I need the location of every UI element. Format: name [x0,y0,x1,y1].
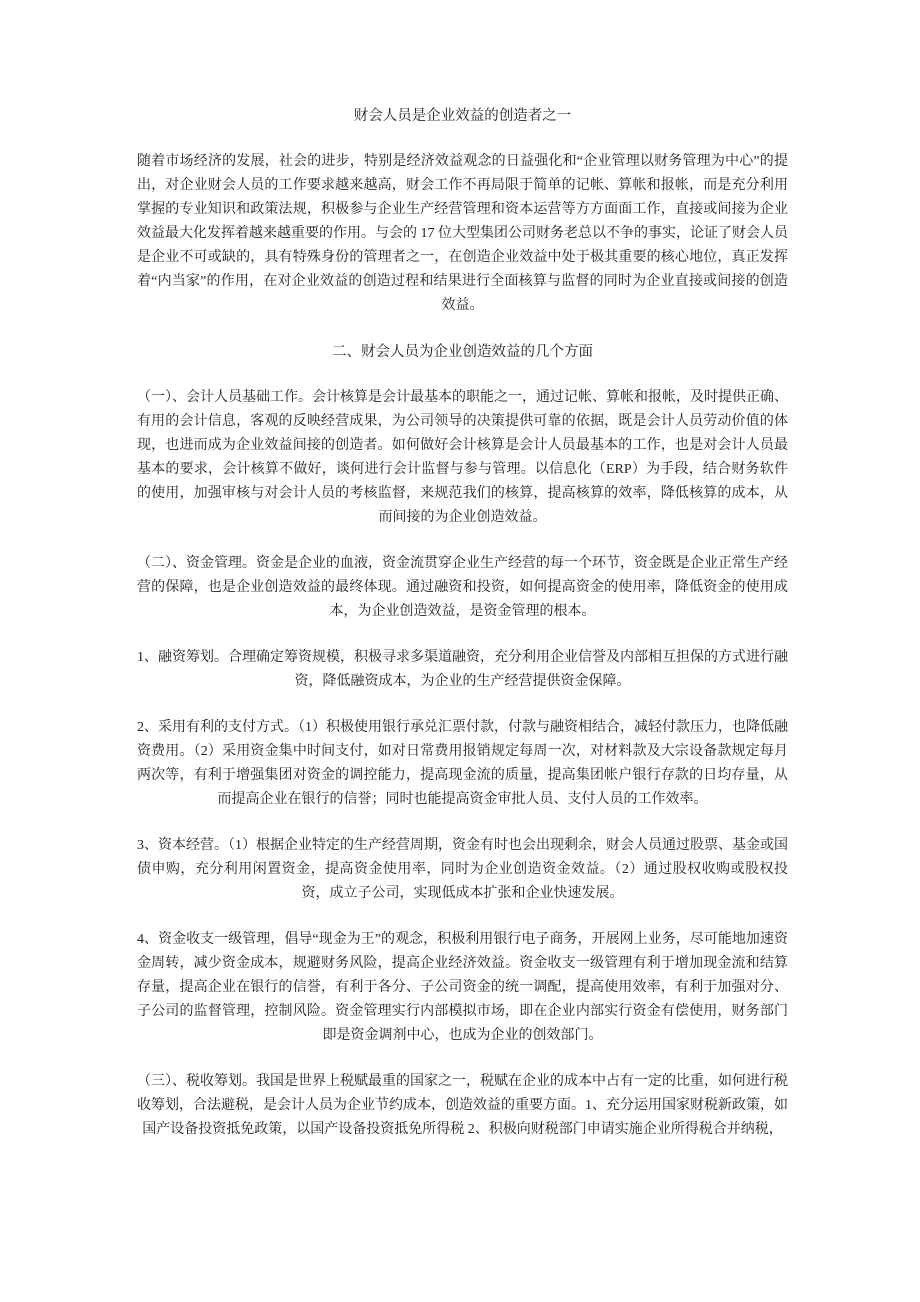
paragraph-list [137,150,788,1142]
paragraph: 4、资金收支一级管理，倡导“现金为王”的观念，积极利用银行电子商务，开展网上业务，尽可能地加速资金周转，减少资金成本，规避财务风险，提高企业经济效益。资金收支一级管理有利于增加现金流和结算存量，提高企业在银行的信誉，有利于各分、子公司资金的统一调配，提高使用效率，有利于加强对分、子公司的监督管理，控制风险。资金管理实行内部模拟市场，即在企业内部实行资金有偿使用，财务部门即是资金调剂中心，也成为企业的创效部门。 [137,932,788,1043]
paragraph: 随着市场经济的发展，社会的进步，特别是经济效益观念的日益强化和“企业管理以财务管理为中心”的提出，对企业财会人员的工作要求越来越高，财会工作不再局限于简单的记帐、算帐和报帐，而是充分利用掌握的专业知识和政策法规，积极参与企业生产经营管理和资本运营等方方面面工作，直接或间接为企业效益最大化发挥着越来越重要的作用。与会的 17 位大型集团公司财务老总以不争的事实，论证了财会人员是企业不可或缺的，具有特殊身份的管理者之一，在创造企业效益中处于极其重要的核心地位，真正发挥着“内当家”的作用，在对企业效益的创造过程和结果进行全面核算与监督的同时为企业直接或间接的创造效益。 [137,154,788,313]
paragraph: 2、采用有利的支付方式。（1）积极使用银行承兑汇票付款，付款与融资相结合，减轻付款压力，也降低融资费用。（2）采用资金集中时间支付，如对日常费用报销规定每周一次，对材料款及大宗设备款规定每月两次等，有利于增强集团对资金的调控能力，提高现金流的质量，提高集团帐户银行存款的日均存量，从而提高企业在银行的信誉；同时也能提高资金审批人员、支付人员的工作效率。 [137,720,788,807]
document-title: 财会人员是企业效益的创造者之一 [353,108,572,124]
paragraph: 1、融资筹划。合理确定筹资规模，积极寻求多渠道融资，充分利用企业信誉及内部相互担保的方式进行融资，降低融资成本，为企业的生产经营提供资金保障。 [137,650,788,689]
paragraph: 3、资本经营。（1）根据企业特定的生产经营周期，资金有时也会出现剩余，财会人员通过股票、基金或国债申购，充分利用闲置资金，提高资金使用率，同时为企业创造资金效益。（2）通过股权收购或股权投资，成立子公司，实现低成本扩张和企业快速发展。 [137,838,788,901]
paragraph: （二）、资金管理。资金是企业的血液，资金流贯穿企业生产经营的每一个环节，资金既是企业正常生产经营的保障，也是企业创造效益的最终体现。通过融资和投资，如何提高资金的使用率，降低资金的使用成本，为企业创造效益，是资金管理的根本。 [137,556,788,619]
section-heading: 二、财会人员为企业创造效益的几个方面 [332,344,593,360]
paragraph: （一）、会计人员基础工作。会计核算是会计最基本的职能之一，通过记帐、算帐和报帐，及时提供正确、有用的会计信息，客观的反映经营成果，为公司领导的决策提供可靠的依据，既是会计人员劳动价值的体现，也进而成为企业效益间接的创造者。如何做好会计核算是会计人员最基本的工作，也是对会计人员最基本的要求，会计核算不做好，谈何进行会计监督与参与管理。以信息化（ERP）为手段，结合财务软件的使用，加强审核与对会计人员的考核监督，来规范我们的核算，提高核算的效率，降低核算的成本，从而间接的为企业创造效益。 [137,390,788,525]
paragraph: （三）、税收筹划。我国是世界上税赋最重的国家之一，税赋在企业的成本中占有一定的比重，如何进行税收筹划，合法避税，是会计人员为企业节约成本，创造效益的重要方面。1、充分运用国家财税新政策，如国产设备投资抵免政策，以国产设备投资抵免所得税 2、积极向财税部门申请实施企业所得税合并纳税， [137,1074,788,1137]
document-content [137,0,788,1142]
